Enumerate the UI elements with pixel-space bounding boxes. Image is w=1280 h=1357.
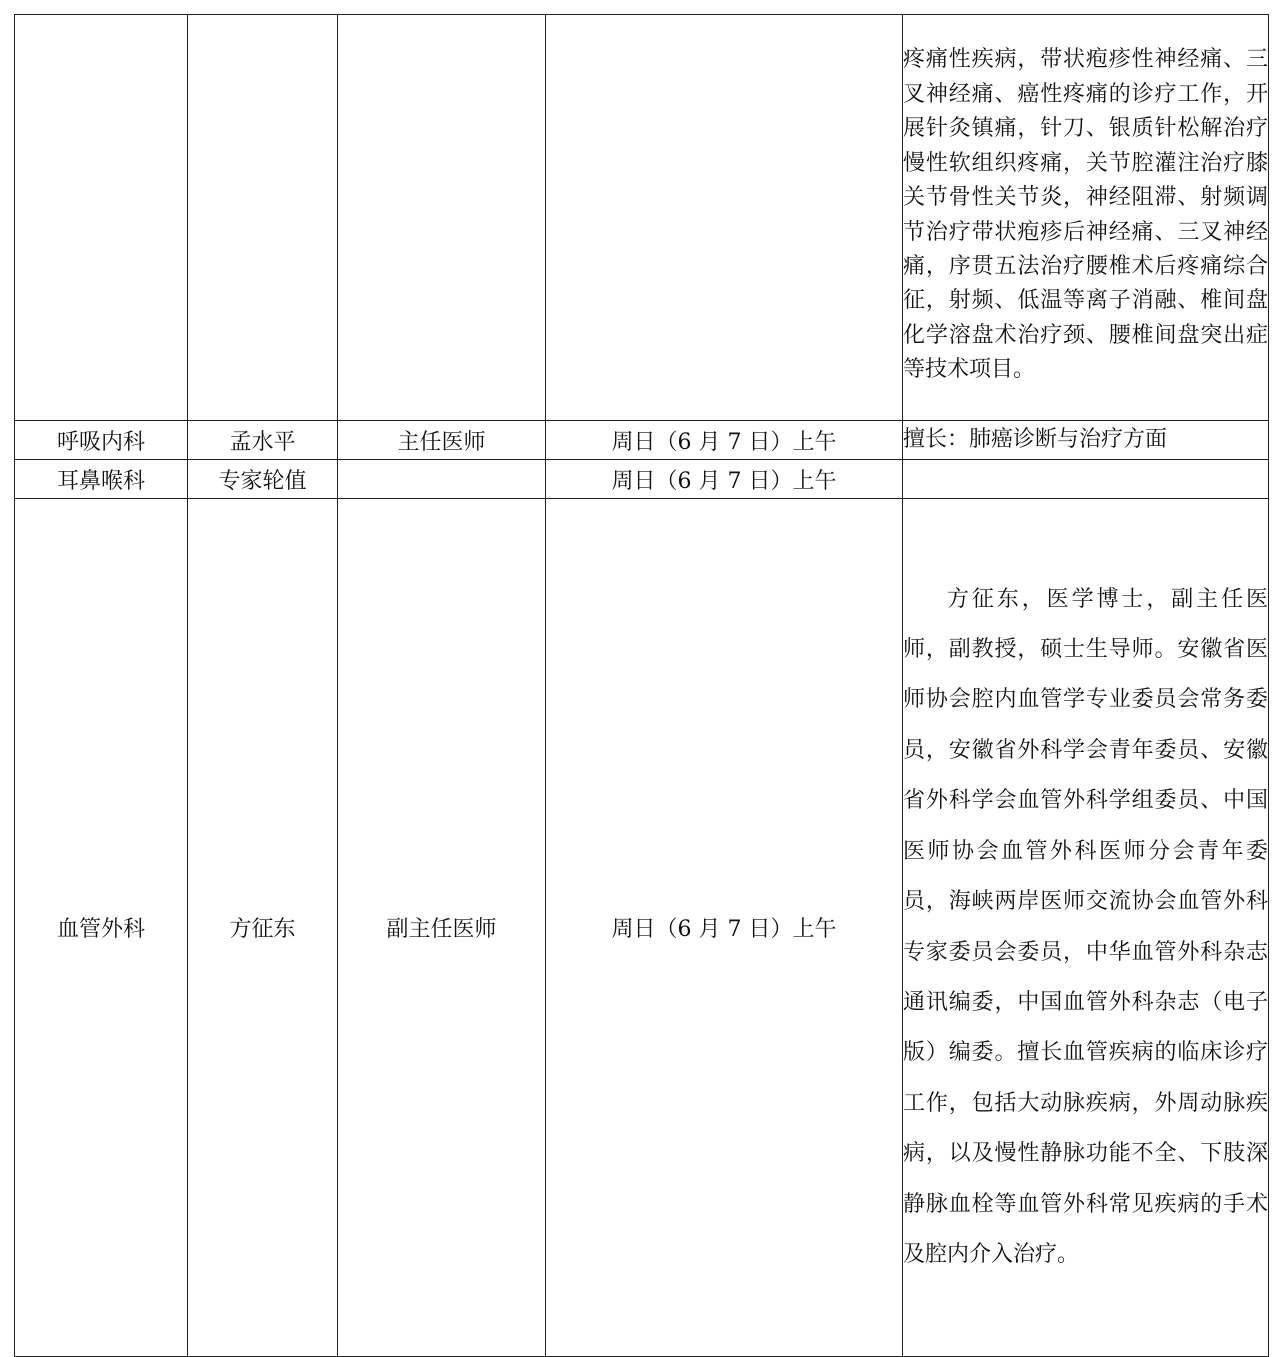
expert-schedule-table <box>14 14 1269 1357</box>
description-text: 疼痛性疾病，带状疱疹性神经痛、三叉神经痛、癌性疼痛的诊疗工作，开展针灸镇痛，针刀、银质针松解治疗慢性软组织疼痛，关节腔灌注治疗膝关节骨性关节炎，神经阻滞、射频调节治疗带状疱疹后神经痛、三叉神经痛，序贯五法治疗腰椎术后疼痛综合征，射频、低温等离子消融、椎间盘化学溶盘术治疗颈、腰椎间盘突出症等技术项目。 <box>903 47 1268 383</box>
description-cell <box>903 499 1269 1357</box>
doctor-cell: 专家轮值 <box>188 460 338 499</box>
table-row <box>15 15 1269 421</box>
description-text: 方征东，医学博士，副主任医师，副教授，硕士生导师。安徽省医师协会腔内血管学专业委员会常务委员，安徽省外科学会青年委员、安徽省外科学会血管外科学组委员、中国医师协会血管外科医师分会青年委员，海峡两岸医师交流协会血管外科专家委员会委员，中华血管外科杂志通讯编委，中国血管外科杂志（电子版）编委。擅长血管疾病的临床诊疗工作，包括大动脉疾病，外周动脉疾病，以及慢性静脉功能不全、下肢深静脉血栓等血管外科常见疾病的手术及腔内介入治疗。 <box>903 586 1268 1267</box>
title-cell <box>338 460 546 499</box>
description-cell <box>903 460 1269 499</box>
title-cell: 主任医师 <box>338 421 546 460</box>
table-row <box>15 499 1269 1357</box>
table-row <box>15 460 1269 499</box>
time-cell: 周日（6 月 7 日）上午 <box>546 421 903 460</box>
table-row <box>15 421 1269 460</box>
department-cell: 血管外科 <box>15 499 188 1357</box>
description-cell <box>903 15 1269 421</box>
department-cell: 耳鼻喉科 <box>15 460 188 499</box>
description-cell <box>903 421 1269 460</box>
doctor-cell: 方征东 <box>188 499 338 1357</box>
title-cell: 副主任医师 <box>338 499 546 1357</box>
description-text: 擅长：肺癌诊断与治疗方面 <box>903 427 1168 452</box>
department-cell: 呼吸内科 <box>15 421 188 460</box>
time-cell: 周日（6 月 7 日）上午 <box>546 499 903 1357</box>
doctor-cell: 孟水平 <box>188 421 338 460</box>
department-cell <box>15 15 188 421</box>
time-cell: 周日（6 月 7 日）上午 <box>546 460 903 499</box>
doctor-cell <box>188 15 338 421</box>
time-cell <box>546 15 903 421</box>
title-cell <box>338 15 546 421</box>
